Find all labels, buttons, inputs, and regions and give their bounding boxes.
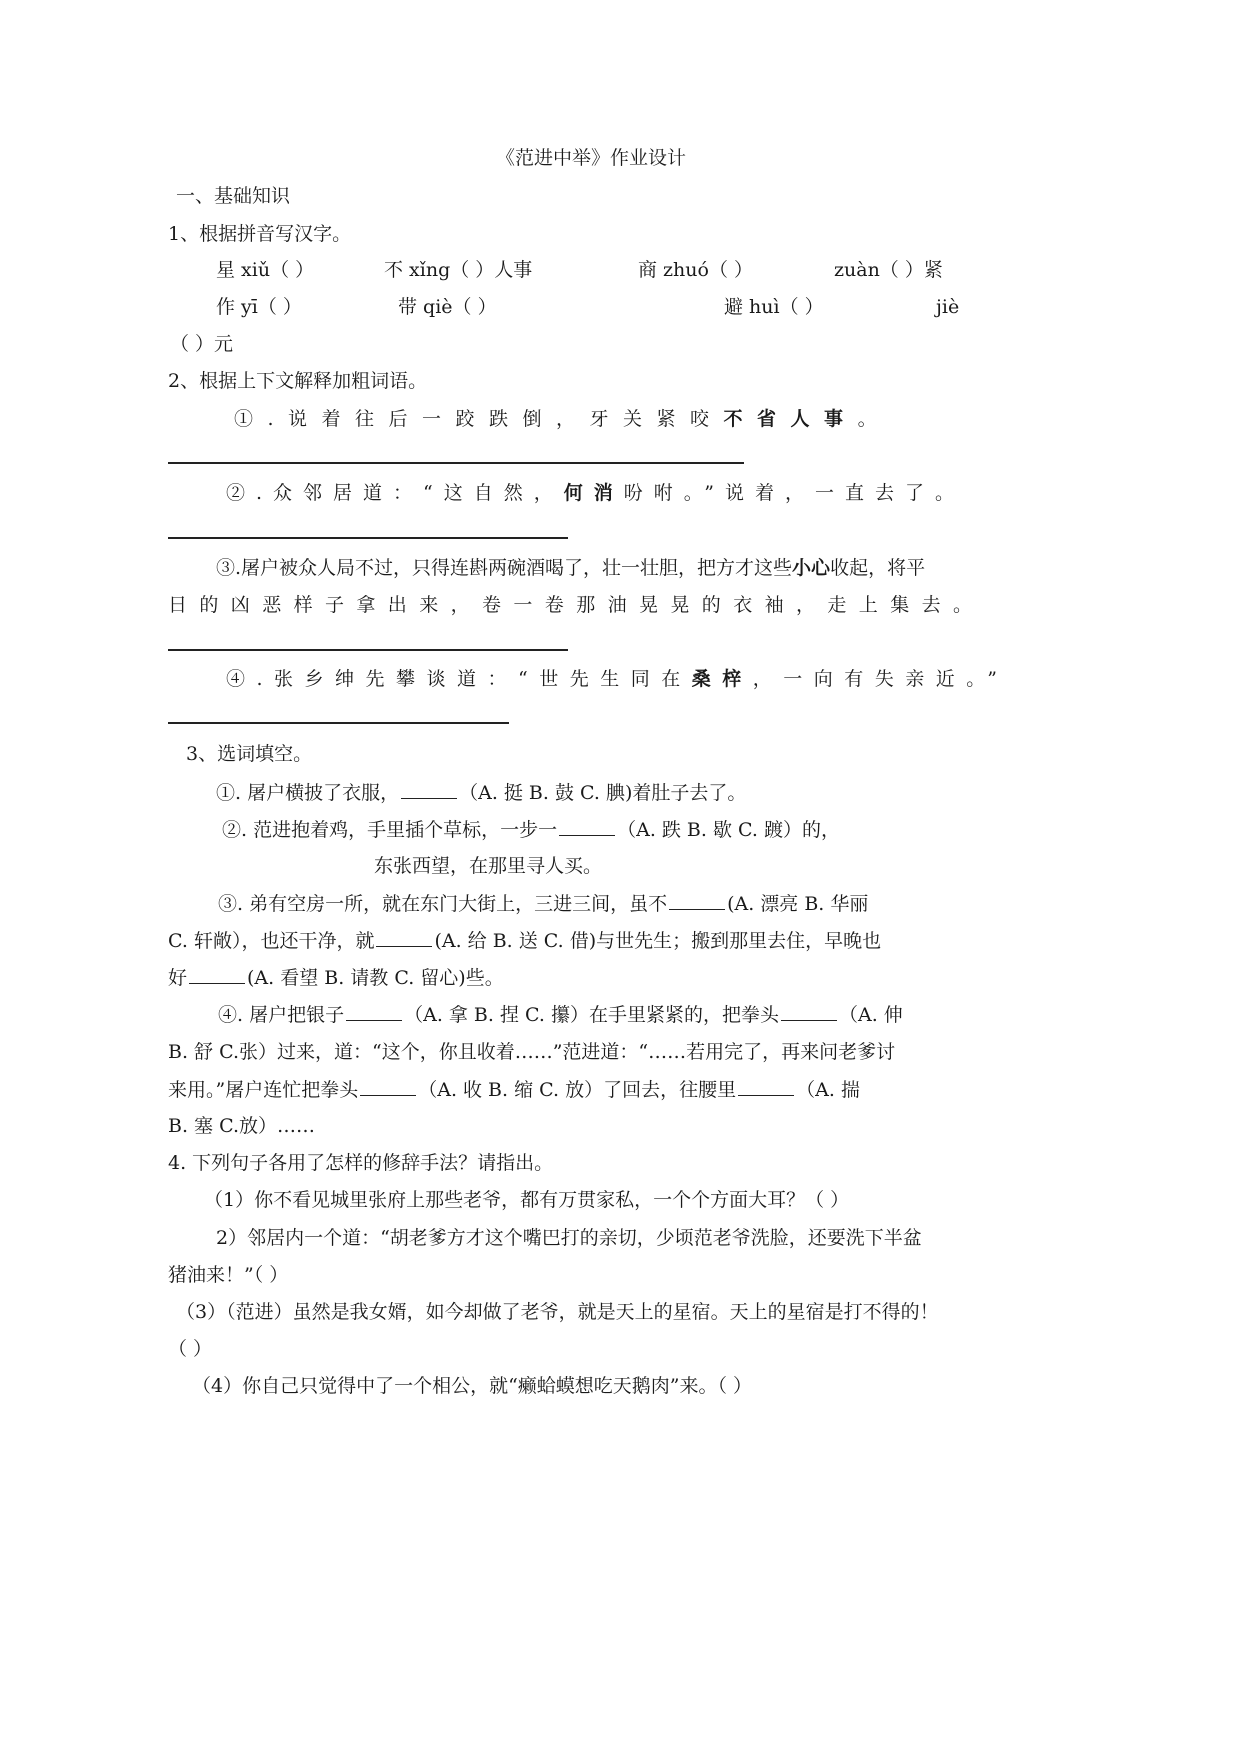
q3-item-4 [218,1002,903,1027]
item-text: （A. 拿 B. 捏 C. 攥）在手里紧紧的，把拳头 [404,1004,779,1026]
item-text: 好 [168,967,188,989]
sentence-text: ③.屠户被众人局不过，只得连斟两碗酒喝了，壮一壮胆，把方才这些 [216,557,793,579]
q2-sentence-3-line1 [216,556,925,580]
sentence-text: ②.众邻居道：“这自然， [226,482,564,504]
answer-line[interactable] [168,462,744,464]
bold-term: 不省人事 [723,408,858,430]
item-text: (A. 看望 B. 请教 C. 留心)些。 [247,967,504,989]
q2-sentence-3-line2: 日的凶恶样子拿出来，卷一卷那油晃晃的衣袖，走上集去。 [168,594,985,616]
fill-blank[interactable] [738,1077,794,1096]
fill-blank[interactable] [781,1002,837,1021]
fill-blank[interactable] [360,1077,416,1096]
item-text: （A. 挺 B. 鼓 C. 腆)着肚子去了。 [459,782,747,804]
pinyin-item: 避 huì（ ） [724,296,824,318]
pinyin-item: 商 zhuó（ ） [638,259,754,281]
q3-item-1 [216,780,746,805]
q3-item-4-cont [168,1077,860,1102]
q4-item-2-cont: 猪油来！”（ ） [168,1264,289,1286]
sentence-text: ，一向有失亲近。” [752,668,1009,690]
item-text: （A. 伸 [838,1004,903,1026]
q3-item-2 [222,817,840,842]
sentence-text: 吩咐。”说着，一直去了。 [623,482,965,504]
pinyin-item: jiè [936,296,960,318]
answer-line[interactable] [168,649,568,651]
item-text: ③. 弟有空房一所，就在东门大街上，三进三间，虽不 [218,893,668,915]
q3-item-4-cont: B. 塞 C.放）…… [168,1115,315,1137]
pinyin-item: zuàn（ ）紧 [834,259,943,281]
q3-item-3 [218,891,868,916]
sentence-text: ①.说着往后一跤跌倒，牙关紧咬 [234,408,724,430]
q3-item-2-cont: 东张西望，在那里寻人买。 [374,855,603,877]
pinyin-item: 星 xiǔ（ ） [216,259,315,281]
q3-item-3-cont [168,928,881,953]
fill-blank[interactable] [376,928,432,947]
q3-heading: 3、选词填空。 [186,743,313,765]
q4-item-3-cont: （ ） [168,1338,213,1360]
q4-item-4: （4）你自己只觉得中了一个相公，就“癞蛤蟆想吃天鹅肉”来。（ ） [192,1375,753,1397]
q2-sentence-1 [234,407,891,431]
item-text: C. 轩敞），也还干净，就 [168,930,375,952]
fill-blank[interactable] [189,965,245,984]
sentence-text: 收起，将平 [830,557,926,579]
bold-term: 何消 [563,482,624,504]
sentence-text: ④.张乡绅先攀谈道：“世先生同在 [226,668,692,690]
fill-blank[interactable] [401,780,457,799]
q4-item-2: 2）邻居内一个道：“胡老爹方才这个嘴巴打的亲切，少顷范老爷洗脸，还要洗下半盆 [216,1227,922,1249]
item-text: ①. 屠户横披了衣服， [216,782,400,804]
q3-item-4-cont: B. 舒 C.张）过来，道：“这个，你且收着……”范进道：“……若用完了，再来问老爹讨 [168,1041,896,1063]
item-text: （A. 跌 B. 歇 C. 踱）的， [617,819,840,841]
item-text: ④. 屠户把银子 [218,1004,345,1026]
sentence-text: 。 [857,408,892,430]
q4-item-3: （3）（范进）虽然是我女婿，如今却做了老爷，就是天上的星宿。天上的星宿是打不得的！ [176,1301,939,1323]
q2-sentence-2 [226,481,965,505]
pinyin-item: （ ）元 [170,333,234,355]
pinyin-item: 作 yī（ ） [216,296,302,318]
q4-item-1: （1）你不看见城里张府上那些老爷，都有万贯家私，一个个方面大耳？（ ） [204,1189,850,1211]
page-title: 《范进中举》作业设计 [496,147,687,169]
fill-blank[interactable] [669,891,725,910]
item-text: （A. 收 B. 缩 C. 放）了回去，往腰里 [418,1079,737,1101]
answer-line[interactable] [168,537,568,539]
bold-term: 桑梓 [691,668,753,690]
q4-heading: 4. 下列句子各用了怎样的修辞手法？请指出。 [168,1152,554,1174]
pinyin-item: 不 xǐng（ ）人事 [384,259,533,281]
bold-term: 小心 [792,557,831,579]
section-heading: 一、基础知识 [176,185,291,207]
fill-blank[interactable] [559,817,615,836]
q3-item-3-cont [168,965,504,990]
item-text: （A. 揣 [796,1079,860,1101]
q2-heading: 2、根据上下文解释加粗词语。 [168,370,428,392]
fill-blank[interactable] [346,1002,402,1021]
item-text: 来用。”屠户连忙把拳头 [168,1079,359,1101]
pinyin-item: 带 qiè（ ） [398,296,497,318]
answer-line[interactable] [168,722,509,724]
item-text: (A. 给 B. 送 C. 借)与世先生；搬到那里去住，早晚也 [434,930,882,952]
q2-sentence-4 [226,667,1009,691]
q1-heading: 1、根据拼音写汉字。 [168,223,352,245]
item-text: (A. 漂亮 B. 华丽 [727,893,869,915]
item-text: ②. 范进抱着鸡，手里插个草标，一步一 [222,819,558,841]
